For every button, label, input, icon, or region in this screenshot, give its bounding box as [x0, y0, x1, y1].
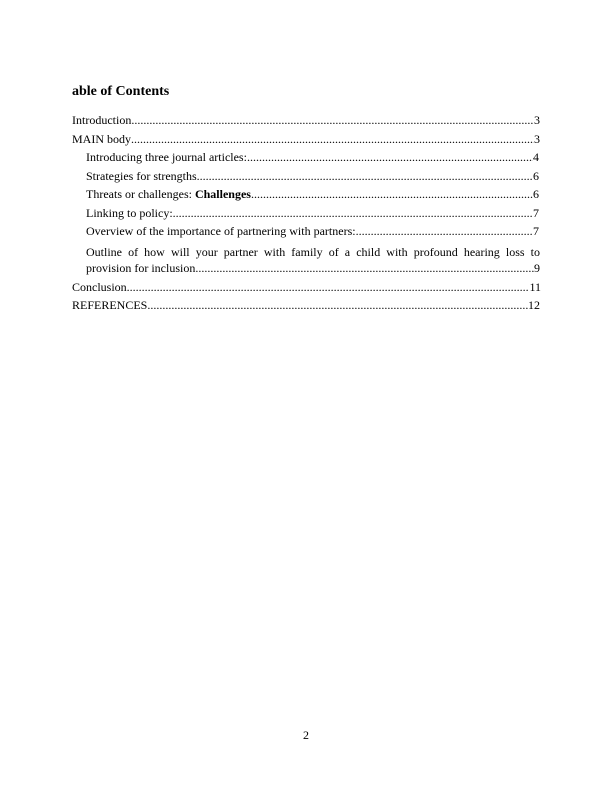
- toc-entry-label: Conclusion: [72, 279, 127, 294]
- toc-entry-references[interactable]: [72, 298, 540, 317]
- toc-entry-label: Overview of the importance of partnering with partners:: [86, 224, 356, 238]
- toc-entry-label-prefix: Threats or challenges:: [86, 187, 195, 201]
- toc-entry-page: 7: [533, 224, 539, 238]
- toc-entry-threats-challenges[interactable]: [72, 187, 539, 206]
- toc-entry-line2: [86, 261, 540, 280]
- toc-entry-page: 6: [533, 187, 539, 201]
- toc-entry-linking-policy[interactable]: [72, 206, 539, 225]
- toc-leader-dots: [251, 187, 533, 201]
- toc-leader-dots: [127, 280, 530, 294]
- toc-entry-page: 11: [529, 279, 541, 294]
- toc-entry-label-bold: Challenges: [194, 187, 251, 201]
- toc-entry-page: 9: [534, 261, 540, 275]
- toc-entry-page: 6: [533, 168, 539, 183]
- toc-leader-dots: [356, 224, 533, 238]
- toc-leader-dots: [131, 132, 534, 146]
- toc-title: able of Contents: [72, 84, 170, 99]
- toc-entry-label: REFERENCES: [72, 298, 148, 312]
- toc-entry-label: Linking to policy:: [86, 205, 173, 220]
- toc-entry-introduction[interactable]: [72, 113, 540, 132]
- toc-entry-label: Introducing three journal articles:: [86, 150, 247, 164]
- toc-entry-label-line1: Outline of how will your partner with family of a child with profound hearing loss to: [86, 244, 540, 259]
- toc-leader-dots: [247, 150, 533, 164]
- toc-leader-dots: [195, 261, 534, 275]
- toc-entry-page: 7: [533, 205, 539, 220]
- toc-entry-label-line2: provision for inclusion: [86, 261, 196, 275]
- page-number: 2: [303, 728, 309, 742]
- toc-entry-journal-articles[interactable]: [72, 150, 539, 169]
- toc-leader-dots: [173, 206, 533, 220]
- toc-entry-page: 3: [534, 131, 540, 146]
- toc-leader-dots: [131, 113, 534, 127]
- toc-entry-label: MAIN body: [72, 131, 131, 146]
- toc-entry-outline-partner[interactable]: [72, 243, 540, 280]
- toc-entry-overview-partnering[interactable]: [72, 224, 539, 243]
- toc-leader-dots: [197, 169, 533, 183]
- toc-entry-strategies[interactable]: [72, 169, 539, 188]
- toc-entry-page: 3: [534, 113, 540, 127]
- toc-entry-page: 12: [528, 298, 540, 312]
- toc-entry-main-body[interactable]: [72, 132, 540, 151]
- toc-entry-label: Strategies for strengths: [86, 168, 197, 183]
- toc-entry-page: 4: [533, 150, 539, 164]
- toc-entry-label: [86, 187, 251, 201]
- toc-entry-conclusion[interactable]: [72, 280, 541, 299]
- table-of-contents: [72, 113, 540, 317]
- toc-leader-dots: [147, 298, 528, 312]
- toc-entry-label: Introduction: [72, 113, 132, 127]
